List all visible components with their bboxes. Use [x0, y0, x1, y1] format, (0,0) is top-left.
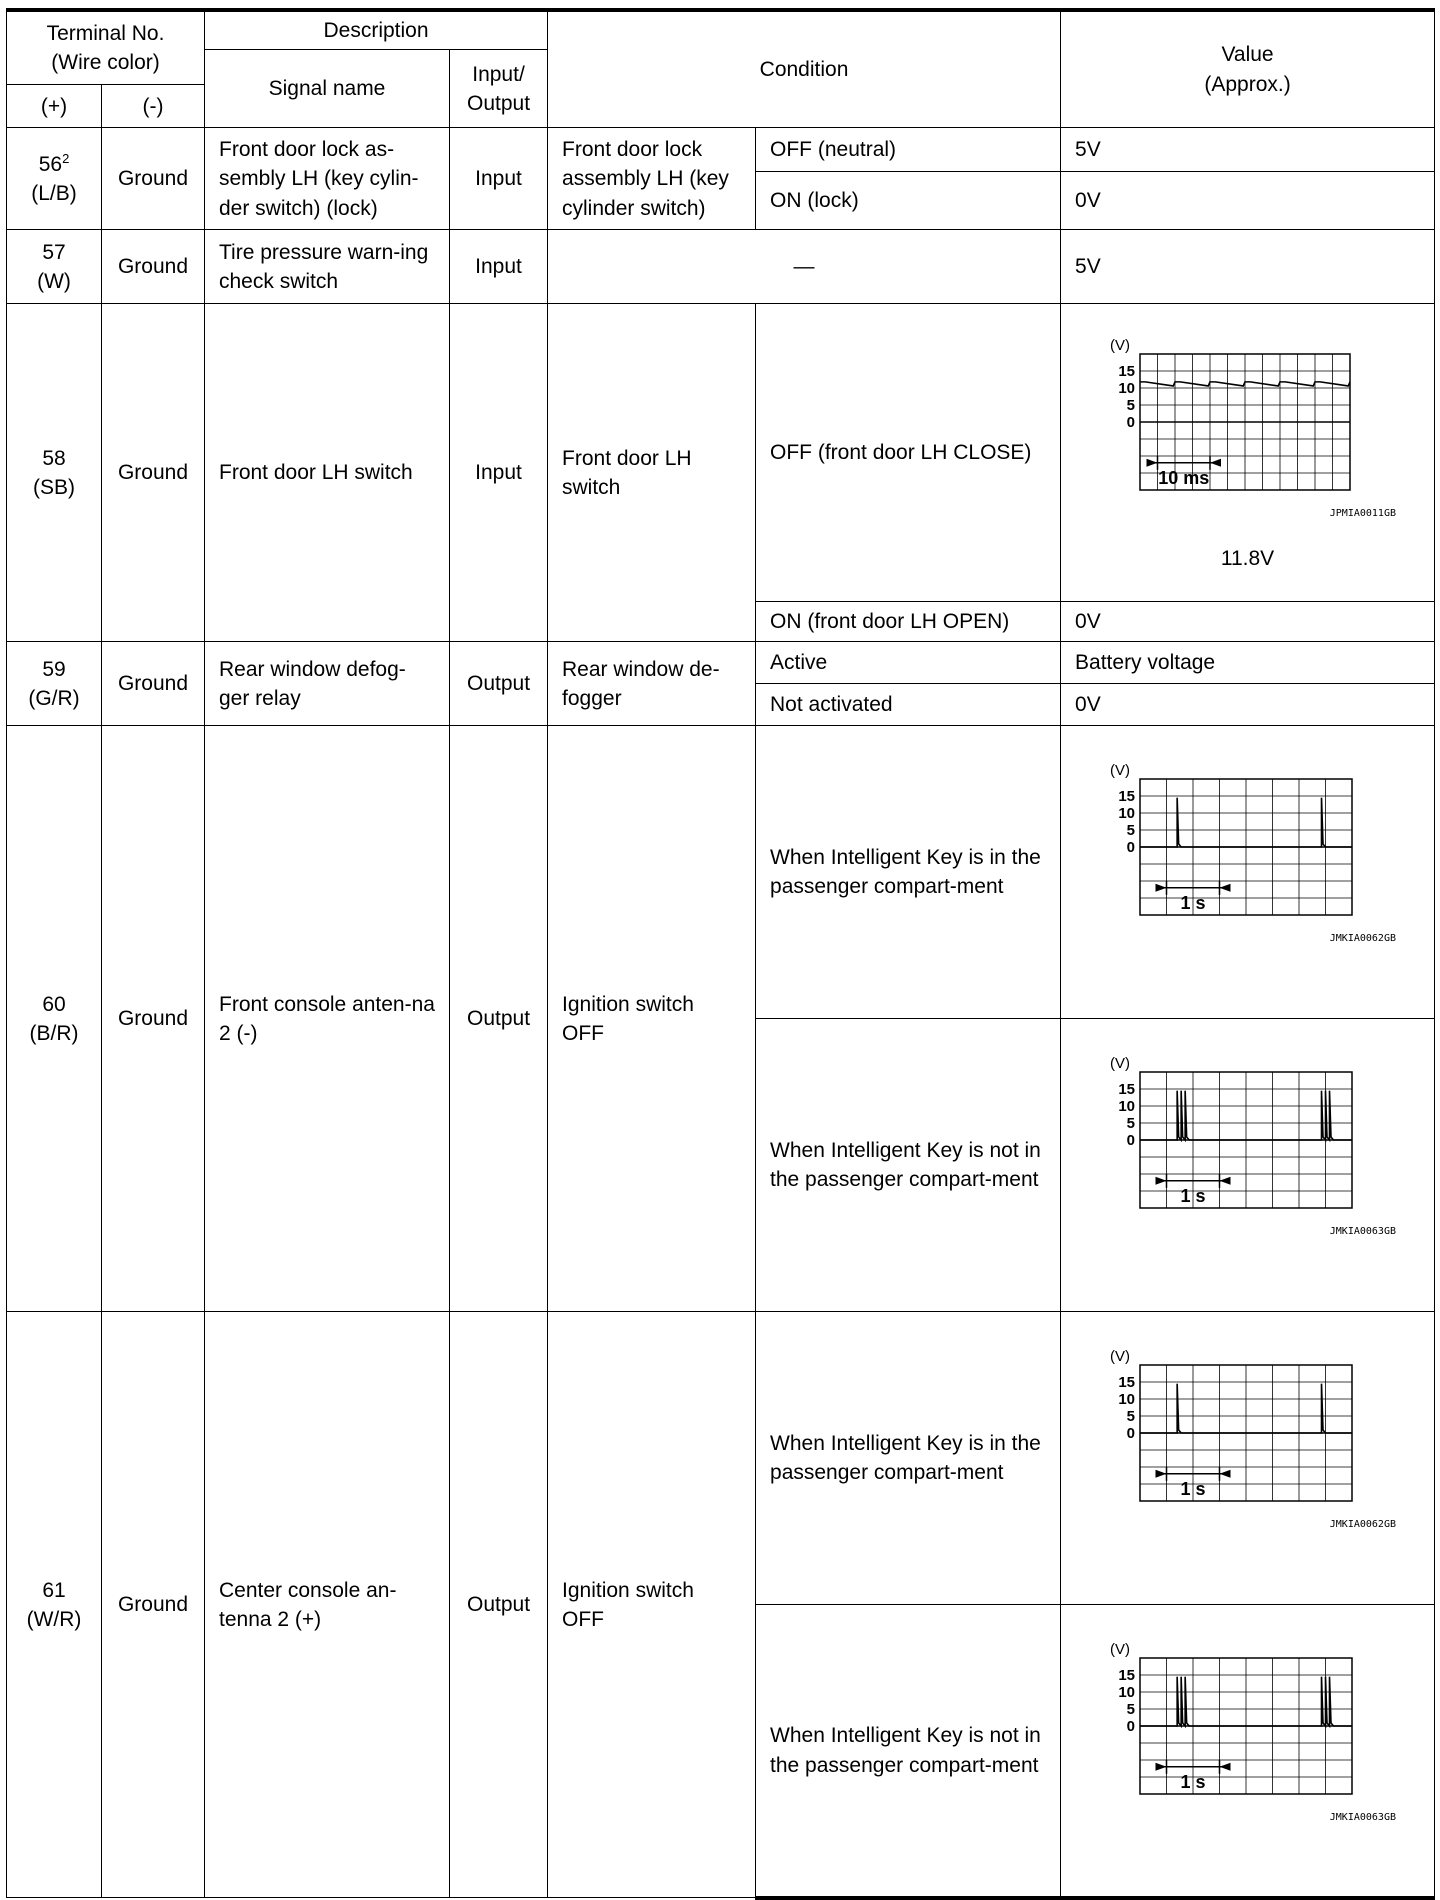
value: 0V: [1061, 684, 1435, 726]
period-label: 10 ms: [1157, 467, 1209, 488]
axis-tick-label: 0: [1126, 1717, 1135, 1735]
axis-tick-label: 5: [1126, 822, 1135, 840]
table-row: [7, 1312, 1435, 1605]
axis-tick-label: 10: [1117, 805, 1135, 823]
value-waveform-cell: [1061, 1019, 1435, 1312]
period-arrow-right: [1219, 1762, 1230, 1770]
value-waveform-cell: [1061, 726, 1435, 1019]
condition: —: [548, 230, 1061, 304]
figure-code-label: JMKIA0063GB: [1329, 1226, 1396, 1238]
value: 11.8V: [1220, 547, 1275, 571]
value: 0V: [1061, 172, 1435, 230]
sub-condition: When Intelligent Key is in the passenger compart-ment: [756, 726, 1061, 1019]
condition: Rear window de-fogger: [548, 642, 756, 726]
header-value: Value (Approx.): [1061, 10, 1435, 128]
signal-name: Rear window defog-ger relay: [205, 642, 450, 726]
axis-tick-label: 10: [1117, 1683, 1135, 1701]
input-output: Input: [450, 304, 548, 642]
terminal-minus: Ground: [102, 642, 205, 726]
sub-condition: ON (lock): [756, 172, 1061, 230]
condition: Front door LH switch: [548, 304, 756, 642]
terminal-spec-table: [6, 8, 1435, 1900]
axis-unit-label: (V): [1109, 1348, 1130, 1366]
value-waveform-cell: [1061, 304, 1435, 602]
sub-condition: OFF (neutral): [756, 128, 1061, 172]
signal-name: Center console an-tenna 2 (+): [205, 1312, 450, 1898]
table-row: [7, 726, 1435, 1019]
figure-code-label: JPMIA0011GB: [1329, 508, 1396, 520]
period-label: 1 s: [1180, 893, 1206, 914]
terminal-number: 61 (W/R): [7, 1312, 102, 1898]
figure-code-label: JMKIA0062GB: [1329, 933, 1396, 945]
header-input-output: Input/ Output: [450, 50, 548, 128]
axis-unit-label: (V): [1109, 1055, 1130, 1073]
table-row: [7, 304, 1435, 602]
terminal-number: 60 (B/R): [7, 726, 102, 1312]
input-output: Input: [450, 128, 548, 230]
sub-condition: Not activated: [756, 684, 1061, 726]
period-label: 1 s: [1180, 1479, 1206, 1500]
sub-condition: OFF (front door LH CLOSE): [756, 304, 1061, 602]
period-arrow-left: [1155, 884, 1166, 892]
sub-condition: ON (front door LH OPEN): [756, 602, 1061, 642]
value: 5V: [1061, 230, 1435, 304]
input-output: Output: [450, 726, 548, 1312]
axis-tick-label: 5: [1126, 1700, 1135, 1718]
condition: Ignition switch OFF: [548, 1312, 756, 1898]
value-waveform-cell: [1061, 1605, 1435, 1898]
period-label: 1 s: [1180, 1771, 1206, 1792]
axis-tick-label: 10: [1117, 1098, 1135, 1116]
terminal-number: 58 (SB): [7, 304, 102, 642]
terminal-minus: Ground: [102, 304, 205, 642]
period-arrow-left: [1155, 1470, 1166, 1478]
axis-tick-label: 15: [1117, 363, 1135, 381]
header-minus: (-): [102, 85, 205, 128]
axis-tick-label: 10: [1117, 1391, 1135, 1409]
axis-tick-label: 0: [1126, 1132, 1135, 1150]
period-label: 1 s: [1180, 1186, 1206, 1207]
sub-condition: When Intelligent Key is not in the passenger compart-ment: [756, 1019, 1061, 1312]
table-row: [7, 128, 1435, 172]
terminal-minus: Ground: [102, 726, 205, 1312]
waveform-key-out: [1098, 1636, 1398, 1866]
signal-name: Front console anten-na 2 (-): [205, 726, 450, 1312]
value-waveform-cell: [1061, 1312, 1435, 1605]
axis-tick-label: 10: [1117, 380, 1135, 398]
axis-unit-label: (V): [1109, 762, 1130, 780]
period-arrow-left: [1155, 1762, 1166, 1770]
axis-tick-label: 5: [1126, 397, 1135, 415]
sub-condition: When Intelligent Key is not in the passenger compart-ment: [756, 1605, 1061, 1898]
header-signal-name: Signal name: [205, 50, 450, 128]
signal-name: Tire pressure warn-ing check switch: [205, 230, 450, 304]
period-arrow-left: [1146, 459, 1157, 467]
terminal-number: 59 (G/R): [7, 642, 102, 726]
value: 5V: [1061, 128, 1435, 172]
header-plus: (+): [7, 85, 102, 128]
period-arrow-right: [1210, 459, 1221, 467]
axis-unit-label: (V): [1109, 1640, 1130, 1658]
axis-tick-label: 15: [1117, 1374, 1135, 1392]
period-arrow-left: [1155, 1177, 1166, 1185]
axis-tick-label: 0: [1126, 1425, 1135, 1443]
terminal-minus: Ground: [102, 128, 205, 230]
axis-tick-label: 0: [1126, 414, 1135, 432]
waveform-key-out: [1098, 1050, 1398, 1280]
axis-tick-label: 15: [1117, 1666, 1135, 1684]
signal-name: Front door lock as-sembly LH (key cylin-der switch) (lock): [205, 128, 450, 230]
value: Battery voltage: [1061, 642, 1435, 684]
axis-tick-label: 15: [1117, 1081, 1135, 1099]
terminal-number: $56^2$ (L/B): [7, 128, 102, 230]
header-description: Description: [205, 10, 548, 50]
figure-code-label: JMKIA0063GB: [1329, 1811, 1396, 1823]
condition: Ignition switch OFF: [548, 726, 756, 1312]
terminal-minus: Ground: [102, 230, 205, 304]
header-terminal-no: Terminal No. (Wire color): [7, 10, 205, 85]
input-output: Output: [450, 1312, 548, 1898]
axis-tick-label: 0: [1126, 839, 1135, 857]
waveform-door-switch: [1098, 332, 1398, 542]
waveform-key-in: [1098, 1343, 1398, 1573]
table-row: [7, 642, 1435, 684]
period-arrow-right: [1219, 1470, 1230, 1478]
waveform-key-in: [1098, 757, 1398, 987]
sub-condition: Active: [756, 642, 1061, 684]
axis-tick-label: 5: [1126, 1115, 1135, 1133]
condition: Front door lock assembly LH (key cylinder switch): [548, 128, 756, 230]
terminal-minus: Ground: [102, 1312, 205, 1898]
sub-condition: When Intelligent Key is in the passenger compart-ment: [756, 1312, 1061, 1605]
header-condition: Condition: [548, 10, 1061, 128]
period-arrow-right: [1219, 1177, 1230, 1185]
input-output: Output: [450, 642, 548, 726]
axis-tick-label: 5: [1126, 1408, 1135, 1426]
figure-code-label: JMKIA0062GB: [1329, 1519, 1396, 1531]
signal-name: Front door LH switch: [205, 304, 450, 642]
axis-tick-label: 15: [1117, 788, 1135, 806]
input-output: Input: [450, 230, 548, 304]
table-row: [7, 230, 1435, 304]
value: 0V: [1061, 602, 1435, 642]
terminal-number: 57 (W): [7, 230, 102, 304]
period-arrow-right: [1219, 884, 1230, 892]
axis-unit-label: (V): [1109, 337, 1130, 355]
